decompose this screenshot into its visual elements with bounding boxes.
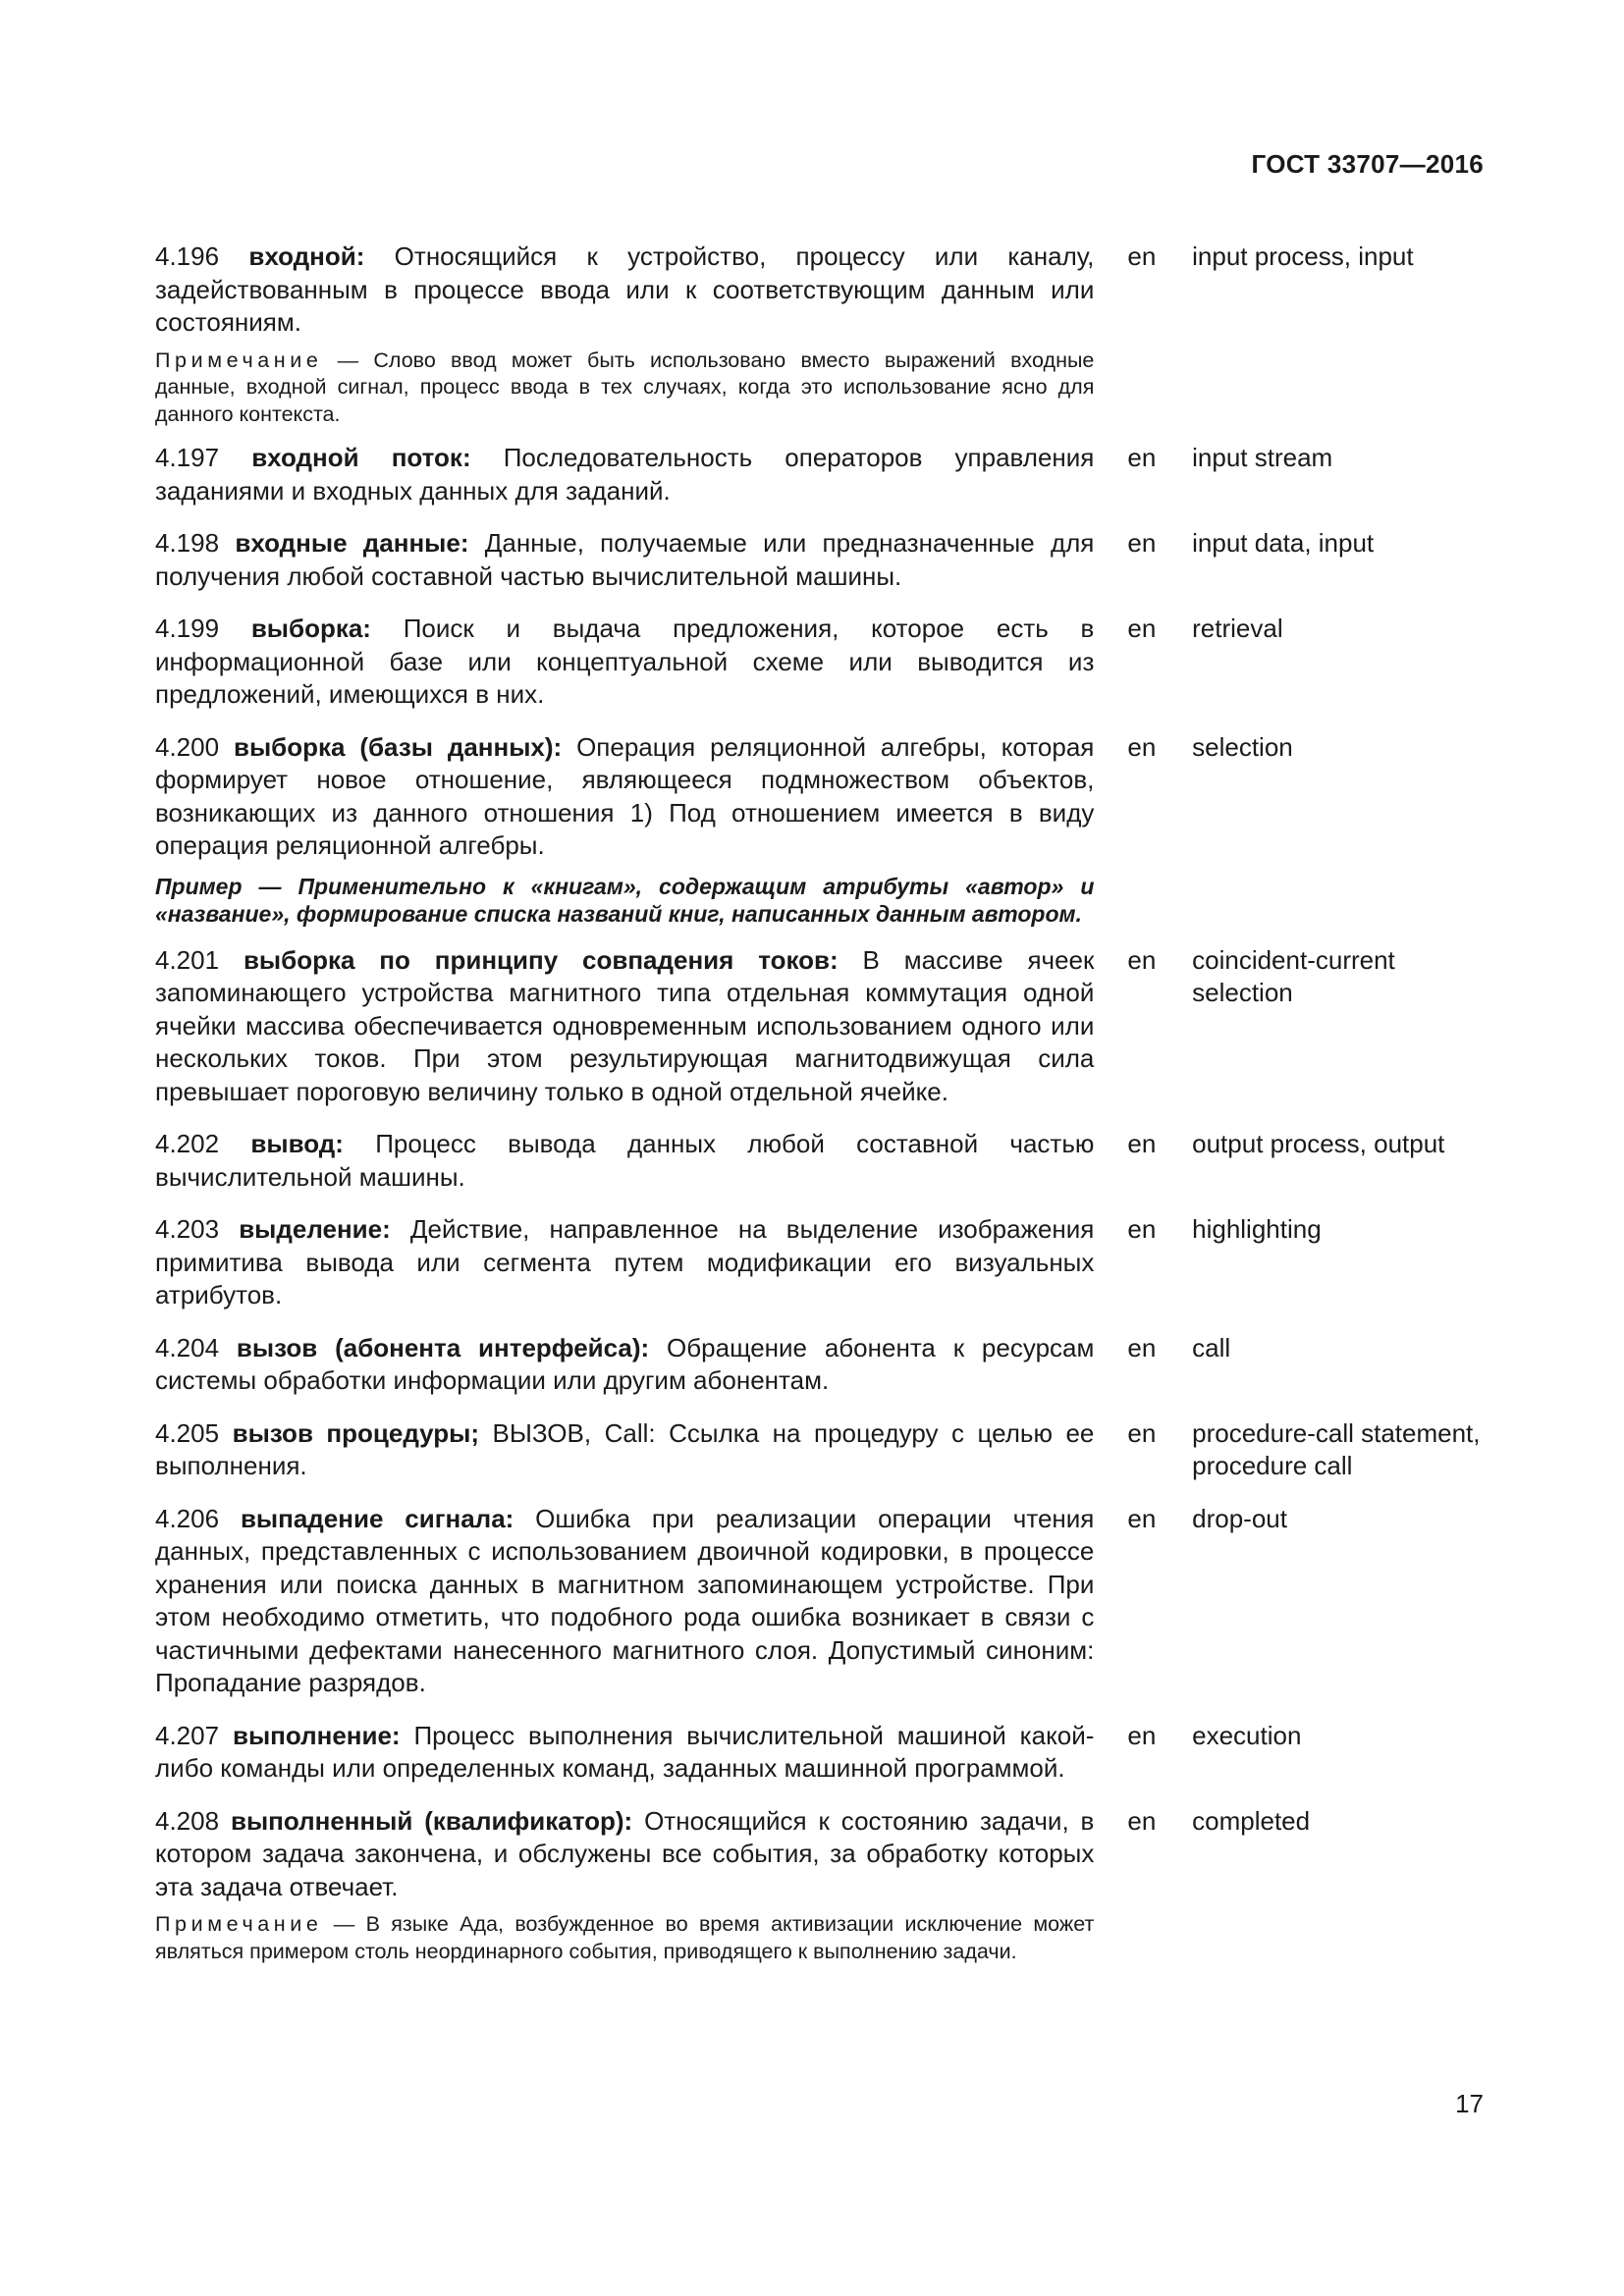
english-equivalent: coincident-current selection bbox=[1192, 944, 1395, 1007]
definition-text: Относящийся к устройство, процессу или каналу, задействованным в процессе ввода или к соответствующим данным или состояниям. bbox=[155, 241, 1095, 337]
definition-paragraph bbox=[155, 1213, 1094, 1312]
english-equivalent: procedure-call statement, procedure call bbox=[1192, 1417, 1481, 1480]
term-name: входной поток: bbox=[251, 443, 471, 472]
term-entry bbox=[155, 1332, 1486, 1398]
term-number: 4.198 bbox=[155, 528, 220, 558]
definition-text: Ошибка при реализации операции чтения данных, представленных с использованием двоичной кодировки, в процессе хранения или поиска данных в магнитном запоминающем устройстве. При этом необходимо отметить, что подобного рода ошибка возникает в связи с частичными дефектами нанесенного магнитного слоя. Допустимый синоним: Пропадание разрядов. bbox=[155, 1503, 1095, 1697]
definition-paragraph bbox=[155, 1720, 1094, 1786]
term-definition bbox=[155, 240, 1095, 426]
term-definition bbox=[155, 1720, 1094, 1786]
term-definition bbox=[155, 442, 1094, 507]
language-code: en bbox=[1127, 614, 1157, 643]
term-number: 4.200 bbox=[155, 731, 220, 762]
definition-text: Операция реляционной алгебры, которая формирует новое отношение, являющееся подмножеством объектов, возникающих из данного отношения 1) Под отношением имеется в виду операция реляционной алгебры. bbox=[155, 731, 1095, 860]
term-entry bbox=[155, 1720, 1486, 1786]
term-entry bbox=[155, 1128, 1486, 1194]
language-code: en bbox=[1127, 528, 1157, 558]
term-definition bbox=[155, 731, 1094, 925]
term-name: входные данные: bbox=[235, 528, 469, 558]
english-equivalent: input stream bbox=[1192, 443, 1333, 472]
term-definition bbox=[155, 1417, 1094, 1483]
definition-text: Относящийся к состоянию задачи, в котором задача закончена, и обслужены все события, за обработку которых эта задача отвечает. bbox=[155, 1805, 1095, 1901]
term-entry bbox=[155, 1213, 1486, 1312]
term-definition bbox=[155, 944, 1094, 1109]
term-name: вызов процедуры; bbox=[232, 1417, 480, 1448]
english-equivalent: input process, input bbox=[1192, 241, 1414, 271]
term-definition bbox=[155, 1503, 1094, 1700]
language-code: en bbox=[1127, 731, 1157, 762]
definition-paragraph bbox=[155, 1805, 1094, 1904]
note-body: — Слово ввод может быть использовано вместо выражений входные данные, входной сигнал, процесс ввода в тех случаях, когда это использование ясно для данного контекста. bbox=[155, 347, 1095, 426]
english-equivalent: highlighting bbox=[1192, 1214, 1322, 1244]
term-name: выпадение сигнала: bbox=[240, 1503, 514, 1533]
definition-paragraph bbox=[155, 442, 1094, 507]
term-name: выборка: bbox=[250, 614, 371, 643]
language-code: en bbox=[1127, 944, 1157, 975]
english-equivalent: selection bbox=[1192, 731, 1293, 762]
english-equivalent: call bbox=[1192, 1332, 1231, 1362]
note-label: Примечание bbox=[155, 347, 323, 372]
english-equivalent: completed bbox=[1192, 1805, 1311, 1836]
definition-paragraph bbox=[155, 1332, 1094, 1398]
definition-paragraph bbox=[155, 1128, 1094, 1194]
term-number: 4.199 bbox=[155, 614, 220, 643]
term-name: выделение: bbox=[239, 1214, 391, 1244]
definition-paragraph bbox=[155, 527, 1094, 593]
term-entry bbox=[155, 1805, 1486, 1963]
language-code: en bbox=[1127, 1332, 1157, 1362]
term-definition bbox=[155, 1213, 1094, 1312]
term-entry bbox=[155, 1417, 1486, 1483]
term-number: 4.204 bbox=[155, 1332, 220, 1362]
term-definition bbox=[155, 1128, 1094, 1194]
language-code: en bbox=[1127, 241, 1157, 271]
english-equivalent: retrieval bbox=[1192, 614, 1283, 643]
term-number: 4.208 bbox=[155, 1805, 220, 1836]
note-body: — В языке Ада, возбужденное во время активизации исключение может являться примером столь неординарного события, приводящего к выполнению задачи. bbox=[155, 1912, 1095, 1963]
term-number: 4.197 bbox=[155, 443, 220, 472]
definition-paragraph bbox=[155, 1417, 1094, 1483]
term-name: вызов (абонента интерфейса): bbox=[236, 1332, 650, 1362]
term-entry bbox=[155, 240, 1486, 426]
definition-text: В массиве ячеек запоминающего устройства магнитного типа отдельная коммутация одной ячейки массива обеспечивается одновременным использованием одного или нескольких токов. При этом результирующая магнитодвижущая сила превышает пороговую величину только в одной отдельной ячейке. bbox=[155, 944, 1095, 1106]
definition-paragraph bbox=[155, 731, 1094, 863]
language-code: en bbox=[1127, 1214, 1157, 1244]
term-number: 4.203 bbox=[155, 1214, 220, 1244]
term-entry bbox=[155, 1503, 1486, 1700]
definition-text: Процесс выполнения вычислительной машиной какой-либо команды или определенных команд, заданных машинной программой. bbox=[155, 1720, 1095, 1783]
term-entry bbox=[155, 944, 1486, 1109]
language-code: en bbox=[1127, 1805, 1157, 1836]
definition-text: Действие, направленное на выделение изображения примитива вывода или сегмента путем модификации его визуальных атрибутов. bbox=[155, 1214, 1095, 1309]
term-number: 4.207 bbox=[155, 1720, 220, 1750]
language-code: en bbox=[1127, 1417, 1157, 1448]
language-code: en bbox=[1127, 443, 1157, 472]
term-definition bbox=[155, 527, 1094, 593]
term-name: выборка (базы данных): bbox=[233, 731, 563, 762]
term-number: 4.201 bbox=[155, 944, 220, 975]
standard-header: ГОСТ 33707—2016 bbox=[1251, 149, 1484, 179]
term-list bbox=[155, 240, 1486, 1979]
term-number: 4.202 bbox=[155, 1129, 220, 1158]
note-label: Примечание bbox=[155, 1912, 323, 1936]
term-entry bbox=[155, 527, 1486, 593]
term-definition bbox=[155, 1805, 1095, 1963]
term-entry bbox=[155, 613, 1486, 712]
page-number: 17 bbox=[1455, 2089, 1484, 2118]
term-number: 4.206 bbox=[155, 1503, 220, 1533]
term-number: 4.205 bbox=[155, 1417, 220, 1448]
term-name: выполнение: bbox=[232, 1720, 401, 1750]
note-text bbox=[155, 1911, 1094, 1965]
term-name: входной: bbox=[248, 241, 365, 271]
term-name: вывод: bbox=[250, 1129, 344, 1158]
definition-paragraph bbox=[155, 1503, 1094, 1700]
definition-text: Процесс вывода данных любой составной частью вычислительной машины. bbox=[155, 1129, 1095, 1192]
example-text: Пример — Применительно к «книгам», содержащим атрибуты «автор» и «название», формирование списка названий книг, написанных данным автором. bbox=[155, 873, 1095, 927]
definition-paragraph bbox=[155, 613, 1094, 712]
term-number: 4.196 bbox=[155, 241, 220, 271]
term-name: выборка по принципу совпадения токов: bbox=[243, 944, 839, 975]
definition-text: Последовательность операторов управления заданиями и входных данных для заданий. bbox=[155, 443, 1095, 506]
term-entry bbox=[155, 731, 1486, 925]
language-code: en bbox=[1127, 1720, 1157, 1750]
term-definition bbox=[155, 1332, 1094, 1398]
definition-text: ВЫЗОВ, Call: Ссылка на процедуру с целью ее выполнения. bbox=[155, 1417, 1095, 1480]
english-equivalent: output process, output bbox=[1192, 1129, 1445, 1158]
definition-text: Обращение абонента к ресурсам системы обработки информации или другим абонентам. bbox=[155, 1332, 1095, 1395]
note-text bbox=[155, 347, 1094, 429]
language-code: en bbox=[1127, 1129, 1157, 1158]
english-equivalent: execution bbox=[1192, 1720, 1302, 1750]
english-equivalent: input data, input bbox=[1192, 528, 1375, 558]
definition-paragraph bbox=[155, 944, 1094, 1109]
language-code: en bbox=[1127, 1503, 1157, 1533]
english-equivalent: drop-out bbox=[1192, 1503, 1287, 1533]
definition-paragraph bbox=[155, 240, 1094, 340]
definition-text: Поиск и выдача предложения, которое есть в информационной базе или концептуальной схеме или выводится из предложений, имеющихся в них. bbox=[155, 614, 1095, 709]
term-entry bbox=[155, 442, 1486, 507]
term-name: выполненный (квалификатор): bbox=[230, 1805, 633, 1836]
term-definition bbox=[155, 613, 1094, 712]
definition-text: Данные, получаемые или предназначенные для получения любой составной частью вычислительной машины. bbox=[155, 528, 1095, 591]
